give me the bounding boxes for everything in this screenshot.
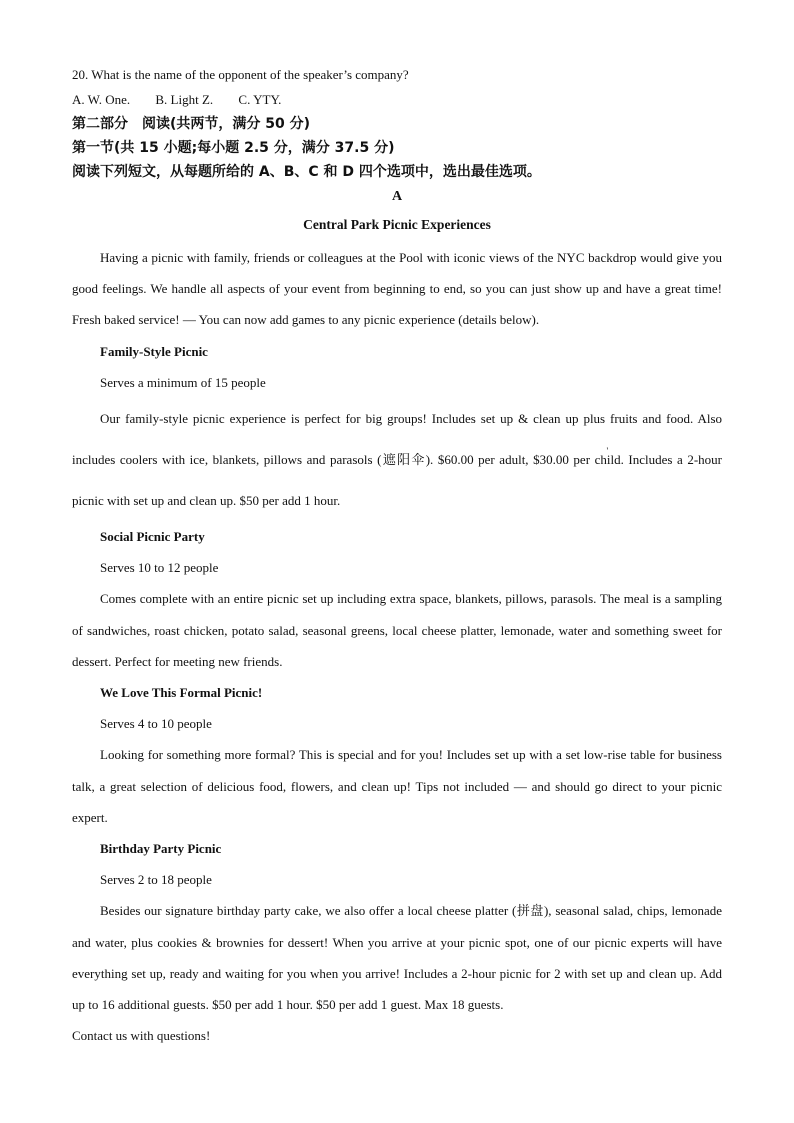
exam-page — [72, 62, 722, 1051]
passage-title: Central Park Picnic Experiences — [303, 217, 491, 232]
option-a: A. W. One. — [72, 92, 131, 107]
part-heading: 第二部分 阅读(共两节，满分 50 分) — [72, 116, 311, 132]
section-title-family: Family-Style Picnic — [100, 343, 208, 359]
desc-family-part-b: plus fruits and food. Also includes coolers with ice, blankets, pillows and parasols (遮阳伞). $60.00 per adult, $30.00 per child. Includes a 2-hour picnic with set up and clean up. $50 per add 1 hour. — [72, 410, 722, 508]
section-heading: 第一节(共 15 小题;每小题 2.5 分，满分 37.5 分) — [72, 140, 395, 156]
question-options — [72, 87, 722, 112]
section-title-birthday: Birthday Party Picnic — [100, 840, 222, 856]
passage-intro: Having a picnic with family, friends or colleagues at the Pool with iconic views of the NYC backdrop would give you good feelings. We handle all aspects of your event from beginning to end, so you can just show up and have a great time! Fresh baked service! — You can now add games to any picnic experience (details below). — [72, 250, 722, 328]
serves-birthday: Serves 2 to 18 people — [100, 872, 212, 888]
option-b: B. Light Z. — [155, 92, 214, 107]
question-stem: 20. What is the name of the opponent of the speaker’s company? — [72, 67, 409, 82]
contact-line: Contact us with questions! — [72, 1028, 211, 1044]
section-title-social: Social Picnic Party — [100, 528, 205, 544]
serves-social: Serves 10 to 12 people — [100, 560, 219, 576]
desc-family-part-a: Our family-style picnic experience is perfect for big groups! Includes set up & clean up — [100, 410, 579, 426]
desc-formal: Looking for something more formal? This is special and for you! Includes set up with a set low-rise table for business talk, a great selection of delicious food, flowers, and clean up! Tips not included — and should go direct to your picnic expert. — [72, 747, 722, 825]
option-c: C. YTY. — [238, 92, 282, 107]
serves-family: Serves a minimum of 15 people — [100, 374, 266, 390]
section-title-formal: We Love This Formal Picnic! — [100, 684, 263, 700]
desc-birthday: Besides our signature birthday party cake, we also offer a local cheese platter (拼盘), seasonal salad, chips, lemonade and water, plus cookies & brownies for dessert! When you arrive at your picnic spot, one of our picnic experts will have everything set up, ready and waiting for you when you arrive! Includes a 2-hour picnic for 2 with set up and clean up. Add up to 16 additional guests. $50 per add 1 hour. $50 per add 1 guest. Max 18 guests. — [72, 903, 722, 1012]
serves-formal: Serves 4 to 10 people — [100, 716, 212, 732]
reading-instruction: 阅读下列短文，从每题所给的 A、B、C 和 D 四个选项中，选出最佳选项。 — [72, 164, 541, 180]
desc-social: Comes complete with an entire picnic set up including extra space, blankets, pillows, parasols. The meal is a sampling of sandwiches, roast chicken, potato salad, seasonal greens, local cheese platter, lemonade, water and something sweet for dessert. Perfect for meeting new friends. — [72, 591, 722, 669]
passage-letter: A — [391, 189, 403, 204]
desc-family — [72, 398, 722, 521]
